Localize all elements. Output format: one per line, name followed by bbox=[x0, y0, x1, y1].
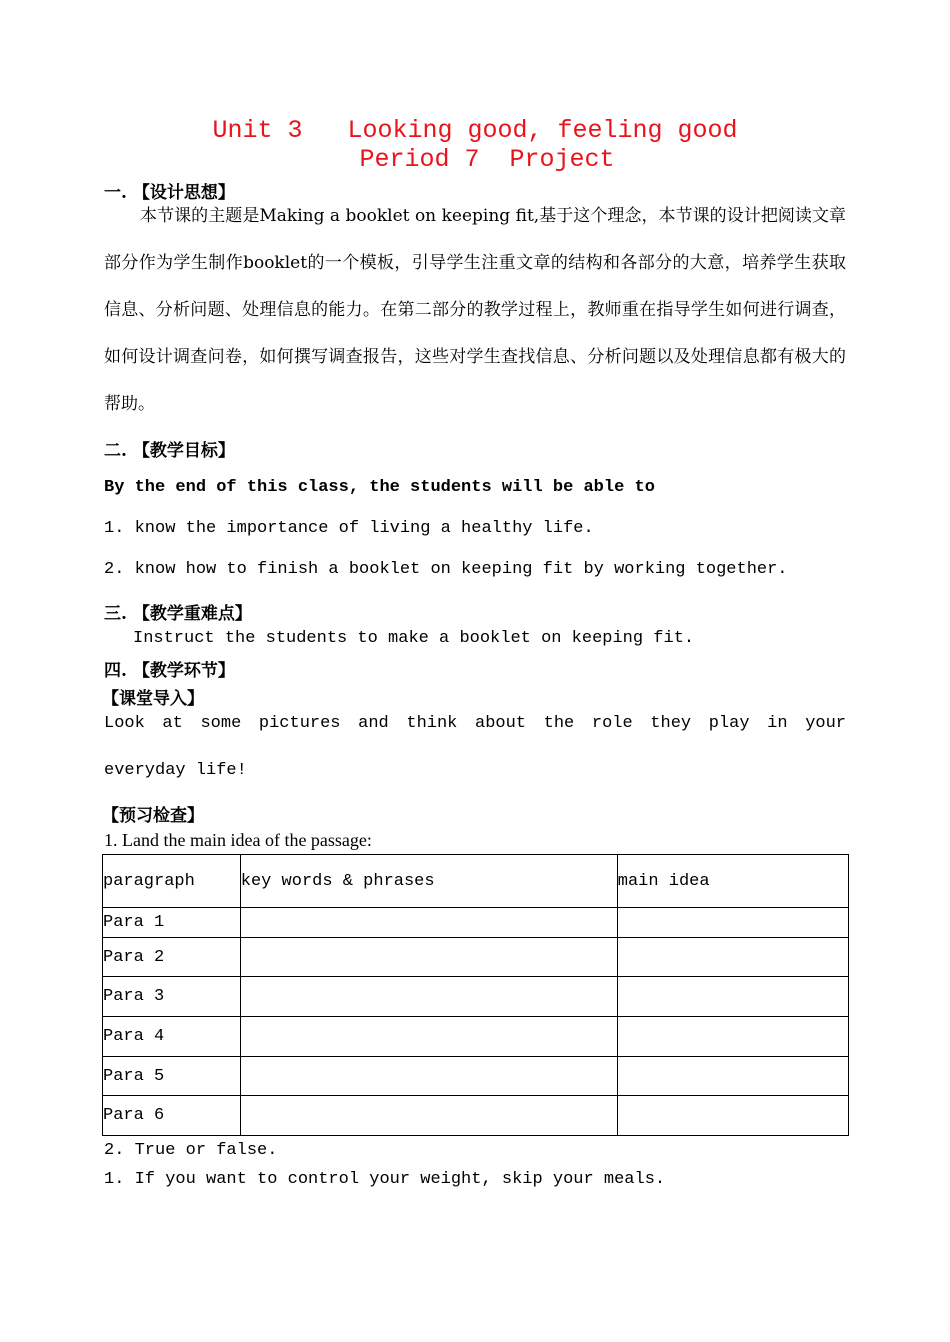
key-points-text: Instruct the students to make a booklet on keeping fit. bbox=[133, 629, 695, 648]
objective-item-2: 2. know how to finish a booklet on keeping fit by working together. bbox=[104, 560, 788, 579]
main-idea-cell[interactable] bbox=[617, 1017, 848, 1057]
table-row bbox=[103, 1017, 849, 1057]
row-label: Para 4 bbox=[103, 1017, 241, 1057]
subheading-lead-in: 【课堂导入】 bbox=[102, 689, 204, 709]
design-paragraph bbox=[104, 193, 846, 428]
objectives-intro: By the end of this class, the students will be able to bbox=[104, 478, 655, 497]
row-label: Para 1 bbox=[103, 908, 241, 938]
main-idea-cell[interactable] bbox=[617, 1096, 848, 1136]
key-words-cell[interactable] bbox=[240, 1057, 617, 1096]
objective-item-1: 1. know the importance of living a healthy life. bbox=[104, 519, 594, 538]
main-idea-cell[interactable] bbox=[617, 1057, 848, 1096]
row-label: Para 6 bbox=[103, 1096, 241, 1136]
table-row bbox=[103, 938, 849, 977]
lead-in-text: Look at some pictures and think about the role they play in your everyday life! bbox=[104, 714, 846, 780]
period-title: Period 7 Project bbox=[359, 145, 615, 174]
key-words-cell[interactable] bbox=[240, 977, 617, 1017]
header-key-words: key words & phrases bbox=[240, 855, 617, 908]
task-2-instruction: 2. True or false. bbox=[104, 1141, 278, 1160]
section-heading-design: 一. 【设计思想】 bbox=[104, 183, 235, 203]
main-idea-cell[interactable] bbox=[617, 977, 848, 1017]
main-idea-cell[interactable] bbox=[617, 908, 848, 938]
main-idea-table bbox=[102, 854, 849, 1136]
table-header-row bbox=[103, 855, 849, 908]
unit-title: Unit 3 Looking good, feeling good bbox=[212, 116, 738, 145]
table-row bbox=[103, 908, 849, 938]
true-false-item-1: 1. If you want to control your weight, skip your meals. bbox=[104, 1170, 666, 1189]
row-label: Para 2 bbox=[103, 938, 241, 977]
table-row bbox=[103, 1096, 849, 1136]
row-label: Para 5 bbox=[103, 1057, 241, 1096]
key-words-cell[interactable] bbox=[240, 1096, 617, 1136]
header-paragraph: paragraph bbox=[103, 855, 241, 908]
subheading-preview-check: 【预习检查】 bbox=[102, 806, 204, 826]
key-words-cell[interactable] bbox=[240, 1017, 617, 1057]
main-idea-cell[interactable] bbox=[617, 938, 848, 977]
table-row bbox=[103, 1057, 849, 1096]
section-heading-objectives: 二. 【教学目标】 bbox=[104, 441, 235, 461]
header-main-idea: main idea bbox=[617, 855, 848, 908]
key-words-cell[interactable] bbox=[240, 908, 617, 938]
row-label: Para 3 bbox=[103, 977, 241, 1017]
task-1-instruction: 1. Land the main idea of the passage: bbox=[104, 830, 372, 850]
section-heading-key-points: 三. 【教学重难点】 bbox=[104, 604, 252, 624]
table-row bbox=[103, 977, 849, 1017]
design-paragraph-text: 本节课的主题是Making a booklet on keeping fit,基于这个理念，本节课的设计把阅读文章部分作为学生制作booklet的一个模板，引导学生注重文章的结构和各部分的大意，培养学生获取信息、分析问题、处理信息的能力。在第二部分的教学过程上，教师重在指导学生如何进行调查，如何设计调查问卷，如何撰写调查报告，这些对学生查找信息、分析问题以及处理信息都有极大的帮助。 bbox=[104, 206, 846, 414]
key-words-cell[interactable] bbox=[240, 938, 617, 977]
section-heading-steps: 四. 【教学环节】 bbox=[104, 661, 235, 681]
